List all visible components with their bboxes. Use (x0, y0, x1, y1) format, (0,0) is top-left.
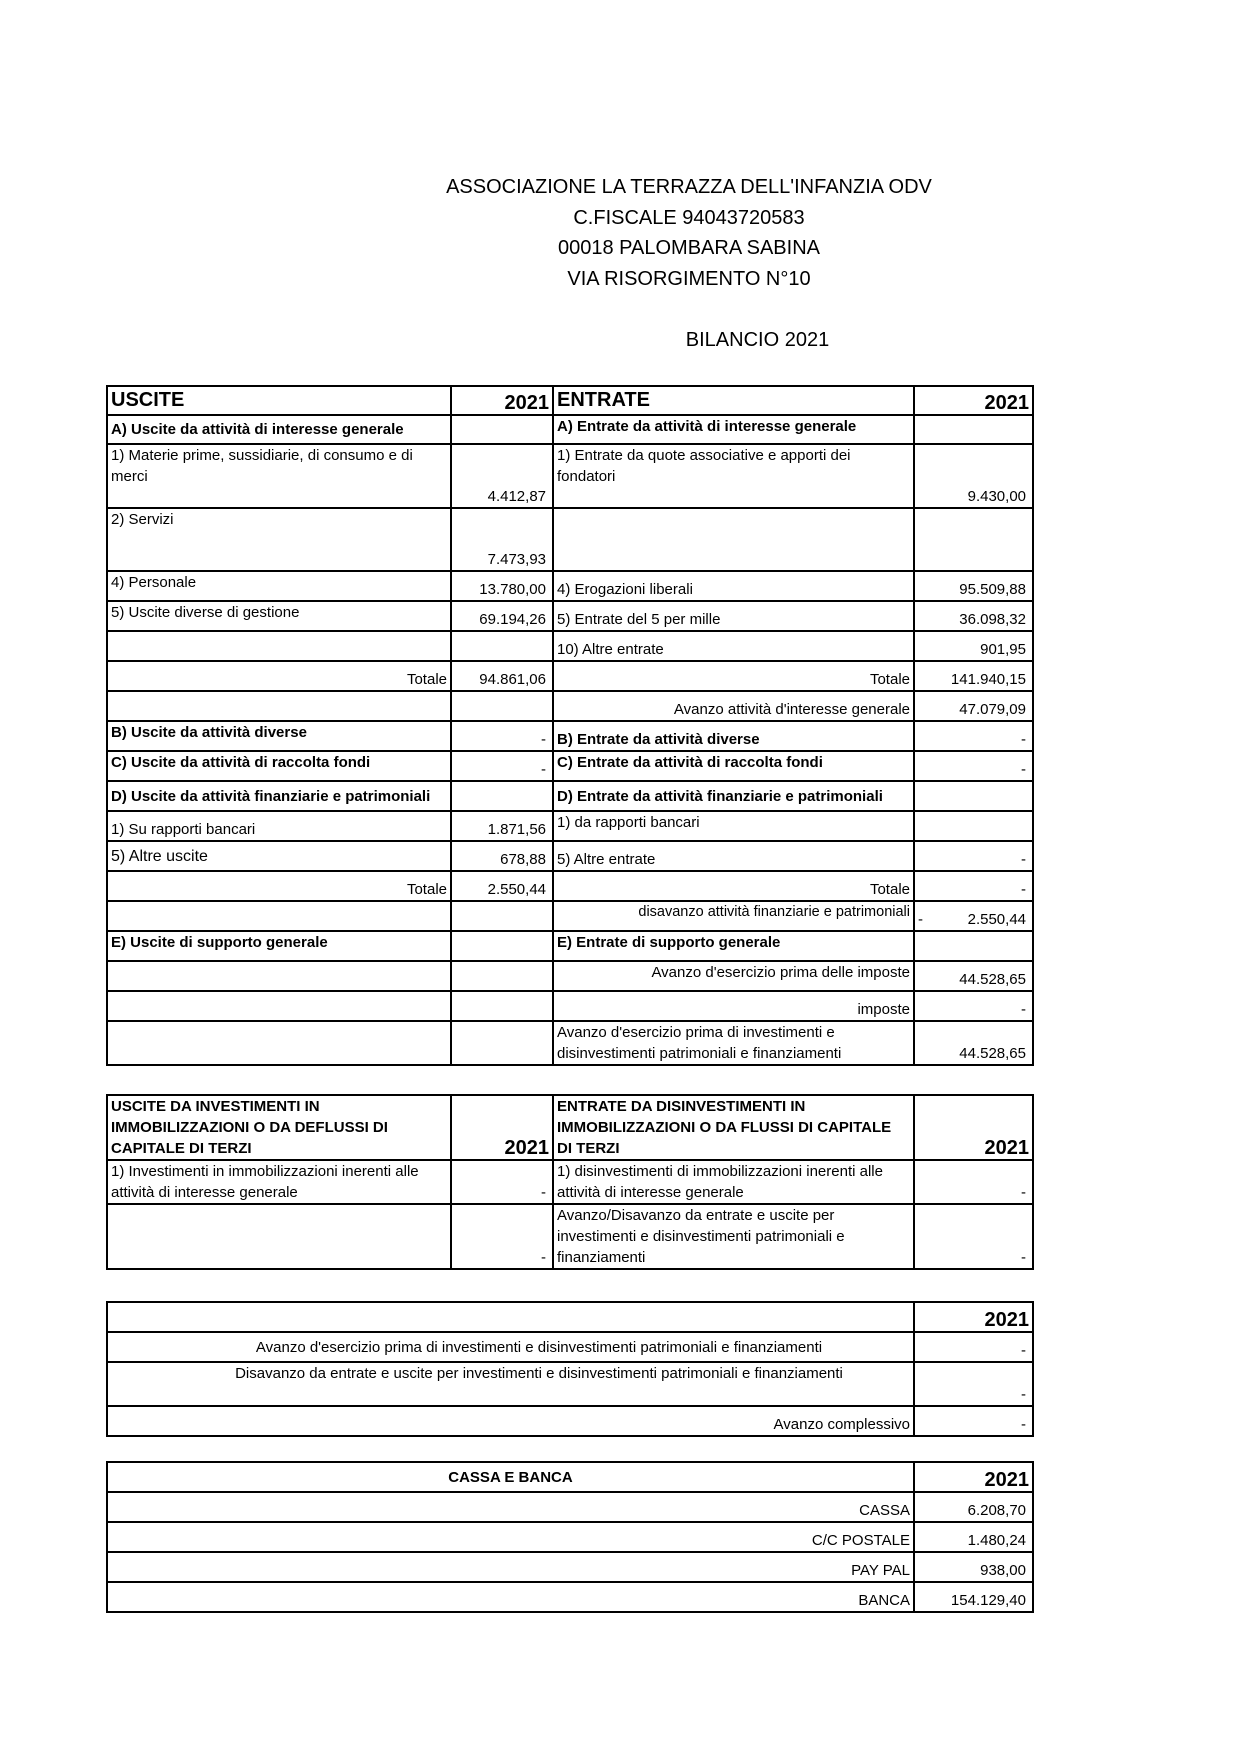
d5-uscite-value: 678,88 (451, 841, 553, 871)
empty-cell (451, 901, 553, 931)
disinvestimenti-1-value: - (914, 1160, 1033, 1204)
a5-entrate-label: 5) Entrate del 5 per mille (553, 601, 914, 631)
association-name: ASSOCIAZIONE LA TERRAZZA DELL'INFANZIA ODV (446, 176, 932, 198)
empty-cell (107, 991, 451, 1021)
document-title: BILANCIO 2021 (685, 329, 830, 351)
fiscal-code: C.FISCALE 94043720583 (573, 206, 805, 229)
a4-uscite-label: 4) Personale (107, 571, 451, 601)
cc-postale-value: 1.480,24 (914, 1522, 1033, 1552)
d1-entrate-label: 1) da rapporti bancari (553, 811, 914, 841)
a1-entrate-value: 9.430,00 (914, 444, 1033, 508)
imposte-value: - (914, 991, 1033, 1021)
b-uscite-value: - (451, 721, 553, 751)
uscite-year: 2021 (451, 386, 553, 415)
empty-cell (914, 508, 1033, 571)
banca-value: 154.129,40 (914, 1582, 1033, 1612)
a1-uscite-value: 4.412,87 (451, 444, 553, 508)
empty-cell (914, 931, 1033, 961)
avanzo-a-value: 47.079,09 (914, 691, 1033, 721)
address-city: 00018 PALOMBARA SABINA (558, 237, 820, 259)
avanzo-imposte-label: Avanzo d'esercizio prima delle imposte (553, 961, 914, 991)
summary-avanzo-value: - (914, 1332, 1033, 1362)
empty-cell (107, 631, 451, 661)
empty-cell (451, 631, 553, 661)
a4-entrate-label: 4) Erogazioni liberali (553, 571, 914, 601)
empty-cell (107, 961, 451, 991)
cassa-banca-year: 2021 (914, 1462, 1033, 1492)
empty-cell (107, 1021, 451, 1065)
investimenti-1-label: 1) Investimenti in immobilizzazioni inerenti alle attività di interesse generale (107, 1160, 451, 1204)
empty-cell (451, 961, 553, 991)
empty-cell (451, 931, 553, 961)
avanzo-investimenti-label: Avanzo d'esercizio prima di investimenti e disinvestimenti patrimoniali e finanziamenti (553, 1021, 914, 1065)
d5-entrate-value: - (914, 841, 1033, 871)
entrate-header: ENTRATE (553, 386, 914, 415)
cassa-banca-table (106, 1461, 1034, 1613)
a-totale-uscite-label: Totale (107, 661, 451, 691)
empty-cell (553, 508, 914, 571)
empty-cell (107, 1204, 451, 1269)
a4-entrate-value: 95.509,88 (914, 571, 1033, 601)
d-totale-uscite-label: Totale (107, 871, 451, 901)
section-e-uscite: E) Uscite di supporto generale (107, 931, 451, 961)
c-uscite-value: - (451, 751, 553, 781)
a1-uscite-label: 1) Materie prime, sussidiarie, di consumo e di merci (107, 444, 451, 508)
section-a-entrate: A) Entrate da attività di interesse generale (553, 415, 914, 444)
section-d-entrate: D) Entrate da attività finanziarie e patrimoniali (553, 781, 914, 811)
empty-cell (451, 991, 553, 1021)
d-totale-uscite-value: 2.550,44 (451, 871, 553, 901)
a4-uscite-value: 13.780,00 (451, 571, 553, 601)
a10-entrate-value: 901,95 (914, 631, 1033, 661)
section-b-uscite: B) Uscite da attività diverse (107, 721, 451, 751)
investimenti-avanzo-value: - (451, 1204, 553, 1269)
a10-entrate-label: 10) Altre entrate (553, 631, 914, 661)
banca-label: BANCA (107, 1582, 914, 1612)
empty-cell (914, 781, 1033, 811)
a2-uscite-label: 2) Servizi (107, 508, 451, 571)
paypal-value: 938,00 (914, 1552, 1033, 1582)
entrate-disinvestimenti-header: ENTRATE DA DISINVESTIMENTI IN IMMOBILIZZAZIONI O DA FLUSSI DI CAPITALE DI TERZI (553, 1095, 914, 1160)
investimenti-1-value: - (451, 1160, 553, 1204)
disavanzo-d-value (914, 901, 1033, 931)
summary-disavanzo-value: - (914, 1362, 1033, 1406)
cassa-value: 6.208,70 (914, 1492, 1033, 1522)
empty-cell (107, 1302, 914, 1332)
summary-table (106, 1301, 1034, 1437)
a-totale-uscite-value: 94.861,06 (451, 661, 553, 691)
a5-uscite-label: 5) Uscite diverse di gestione (107, 601, 451, 631)
paypal-label: PAY PAL (107, 1552, 914, 1582)
section-e-entrate: E) Entrate di supporto generale (553, 931, 914, 961)
d5-uscite-label: 5) Altre uscite (107, 841, 451, 871)
c-entrate-value: - (914, 751, 1033, 781)
address-street: VIA RISORGIMENTO N°10 (567, 267, 811, 290)
disinvestimenti-1-label: 1) disinvestimenti di immobilizzazioni inerenti alle attività di interesse generale (553, 1160, 914, 1204)
summary-avanzo-label: Avanzo d'esercizio prima di investimenti e disinvestimenti patrimoniali e finanziamenti (107, 1332, 914, 1362)
imposte-label: imposte (553, 991, 914, 1021)
main-balance-table (106, 385, 1034, 1066)
a-totale-entrate-value: 141.940,15 (914, 661, 1033, 691)
avanzo-disavanzo-label: Avanzo/Disavanzo da entrate e uscite per investimenti e disinvestimenti patrimoniali e finanziamenti (553, 1204, 914, 1269)
uscite-investimenti-year: 2021 (451, 1095, 553, 1160)
entrate-year: 2021 (914, 386, 1033, 415)
a2-uscite-value: 7.473,93 (451, 508, 553, 571)
document-header (0, 172, 1241, 294)
empty-cell (451, 415, 553, 444)
disavanzo-d-label: disavanzo attività finanziarie e patrimoniali (553, 901, 914, 931)
empty-cell (914, 811, 1033, 841)
avanzo-a-label: Avanzo attività d'interesse generale (553, 691, 914, 721)
minus-sign: - (918, 911, 923, 928)
empty-cell (451, 1021, 553, 1065)
disavanzo-d-amount: 2.550,44 (967, 911, 1026, 928)
section-d-uscite: D) Uscite da attività finanziarie e patrimoniali (107, 781, 451, 811)
avanzo-complessivo-value: - (914, 1406, 1033, 1436)
uscite-header: USCITE (107, 386, 451, 415)
empty-cell (914, 415, 1033, 444)
a5-uscite-value: 69.194,26 (451, 601, 553, 631)
avanzo-imposte-value: 44.528,65 (914, 961, 1033, 991)
cassa-label: CASSA (107, 1492, 914, 1522)
d-totale-entrate-value: - (914, 871, 1033, 901)
empty-cell (451, 691, 553, 721)
cc-postale-label: C/C POSTALE (107, 1522, 914, 1552)
avanzo-investimenti-value: 44.528,65 (914, 1021, 1033, 1065)
empty-cell (451, 781, 553, 811)
d-totale-entrate-label: Totale (553, 871, 914, 901)
b-entrate-value: - (914, 721, 1033, 751)
empty-cell (107, 901, 451, 931)
section-b-entrate: B) Entrate da attività diverse (553, 721, 914, 751)
entrate-disinvestimenti-year: 2021 (914, 1095, 1033, 1160)
investments-table (106, 1094, 1034, 1270)
cassa-banca-title: CASSA E BANCA (107, 1462, 914, 1492)
summary-disavanzo-label: Disavanzo da entrate e uscite per investimenti e disinvestimenti patrimoniali e finanziamenti (107, 1362, 914, 1406)
section-c-entrate: C) Entrate da attività di raccolta fondi (553, 751, 914, 781)
empty-cell (107, 691, 451, 721)
d1-uscite-value: 1.871,56 (451, 811, 553, 841)
uscite-investimenti-header: USCITE DA INVESTIMENTI IN IMMOBILIZZAZIONI O DA DEFLUSSI DI CAPITALE DI TERZI (107, 1095, 451, 1160)
a1-entrate-label: 1) Entrate da quote associative e apporti dei fondatori (553, 444, 914, 508)
avanzo-complessivo-label: Avanzo complessivo (107, 1406, 914, 1436)
section-c-uscite: C) Uscite da attività di raccolta fondi (107, 751, 451, 781)
section-a-uscite: A) Uscite da attività di interesse generale (107, 415, 451, 444)
avanzo-disavanzo-value: - (914, 1204, 1033, 1269)
a-totale-entrate-label: Totale (553, 661, 914, 691)
summary-year: 2021 (914, 1302, 1033, 1332)
d1-uscite-label: 1) Su rapporti bancari (107, 811, 451, 841)
d5-entrate-label: 5) Altre entrate (553, 841, 914, 871)
a5-entrate-value: 36.098,32 (914, 601, 1033, 631)
